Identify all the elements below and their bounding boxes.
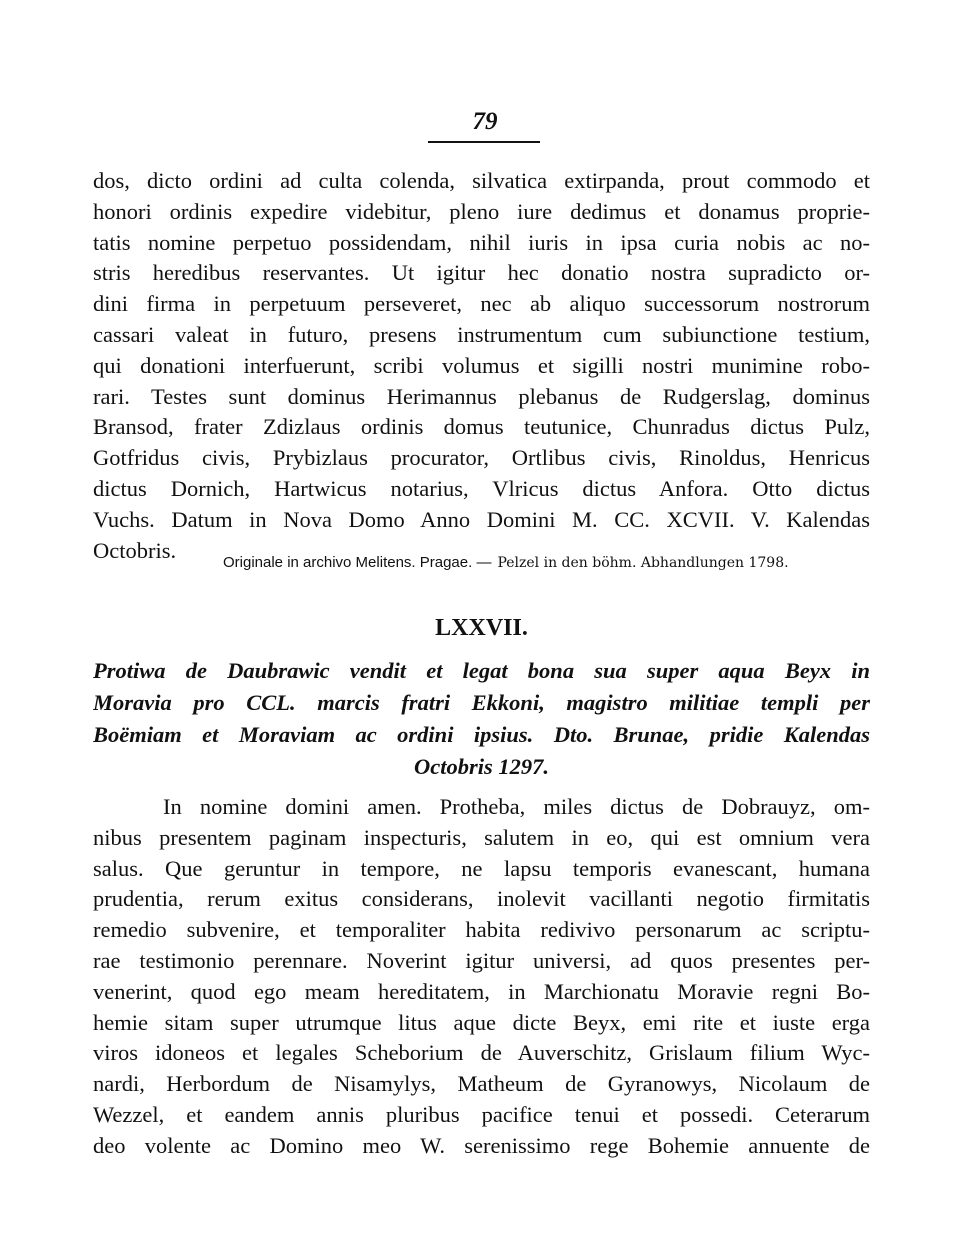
text-line: dictus Dornich, Hartwicus notarius, Vlricus dictus Anfora. Otto dictus (93, 475, 870, 501)
text-line: stris heredibus reservantes. Ut igitur hec donatio nostra supradicto or- (93, 260, 870, 286)
text-line: nardi, Herbordum de Nisamylys, Matheum de Gyranowys, Nicolaum de (93, 1071, 870, 1097)
regest-line: Moravia pro CCL. marcis fratri Ekkoni, magistro militiae templi per (93, 690, 870, 715)
text-line: prudentia, rerum exitus considerans, inolevit vacillanti negotio firmitatis (93, 886, 870, 912)
page-number: 79 (472, 108, 498, 135)
text-line: nibus presentem paginam inspecturis, salutem in eo, qui est omnium vera (93, 824, 870, 850)
source-note-text: Originale in archivo Melitens. Pragae. — (223, 554, 492, 571)
charter-text (93, 792, 870, 1162)
regest-line: Octobris 1297. (414, 754, 549, 779)
source-note-reference: Pelzel in den böhm. Abhandlungen 1798. (497, 555, 789, 571)
document-number: LXXVII. (435, 615, 528, 641)
text-line: Wezzel, et eandem annis pluribus pacifice tenui et possedi. Ceterarum (93, 1101, 870, 1127)
text-line: rari. Testes sunt dominus Herimannus plebanus de Rudgerslag, dominus (93, 383, 870, 409)
text-line: dini firma in perpetuum perseveret, nec ab aliquo successorum nostrorum (93, 291, 870, 317)
regest-summary (93, 655, 870, 783)
charter-text-continued (93, 166, 870, 566)
source-note (223, 553, 870, 573)
text-line: qui donationi interfuerunt, scribi volumus et sigilli nostri munimine robo- (93, 352, 870, 378)
page-number-rule (428, 141, 540, 143)
text-line: hemie sitam super utrumque litus aque dicte Beyx, emi rite et iuste erga (93, 1009, 870, 1035)
text-line: In nomine domini amen. Protheba, miles dictus de Dobrauyz, om- (163, 794, 870, 819)
text-line: Octobris. (93, 537, 177, 563)
text-line: dos, dicto ordini ad culta colenda, silvatica extirpanda, prout commodo et (93, 168, 870, 193)
text-line: deo volente ac Domino meo W. serenissimo rege Bohemie annuente de (93, 1132, 870, 1158)
text-line: Vuchs. Datum in Nova Domo Anno Domini M. CC. XCVII. V. Kalendas (93, 506, 870, 532)
text-line: Gotfridus civis, Prybizlaus procurator, Ortlibus civis, Rinoldus, Henricus (93, 445, 870, 471)
text-line: rae testimonio perennare. Noverint igitur universi, ad quos presentes per- (93, 947, 870, 973)
text-line: honori ordinis expedire videbitur, pleno iure dedimus et donamus proprie- (93, 198, 870, 224)
text-line: tatis nomine perpetuo possidendam, nihil iuris in ipsa curia nobis ac no- (93, 229, 870, 255)
text-line: remedio subvenire, et temporaliter habita redivivo personarum ac scriptu- (93, 917, 870, 943)
text-line: viros idoneos et legales Scheborium de Auverschitz, Grislaum filium Wyc- (93, 1040, 870, 1066)
text-line: Bransod, frater Zdizlaus ordinis domus teutunice, Chunradus dictus Pulz, (93, 414, 870, 440)
text-line: salus. Que geruntur in tempore, ne lapsu temporis evanescant, humana (93, 855, 870, 881)
text-line: venerint, quod ego meam hereditatem, in Marchionatu Moravie regni Bo- (93, 978, 870, 1004)
regest-line: Boëmiam et Moraviam ac ordini ipsius. Dto. Brunae, pridie Kalendas (93, 722, 870, 747)
text-line: cassari valeat in futuro, presens instrumentum cum subiunctione testium, (93, 321, 870, 347)
regest-line: Protiwa de Daubrawic vendit et legat bona sua super aqua Beyx in (93, 658, 870, 683)
